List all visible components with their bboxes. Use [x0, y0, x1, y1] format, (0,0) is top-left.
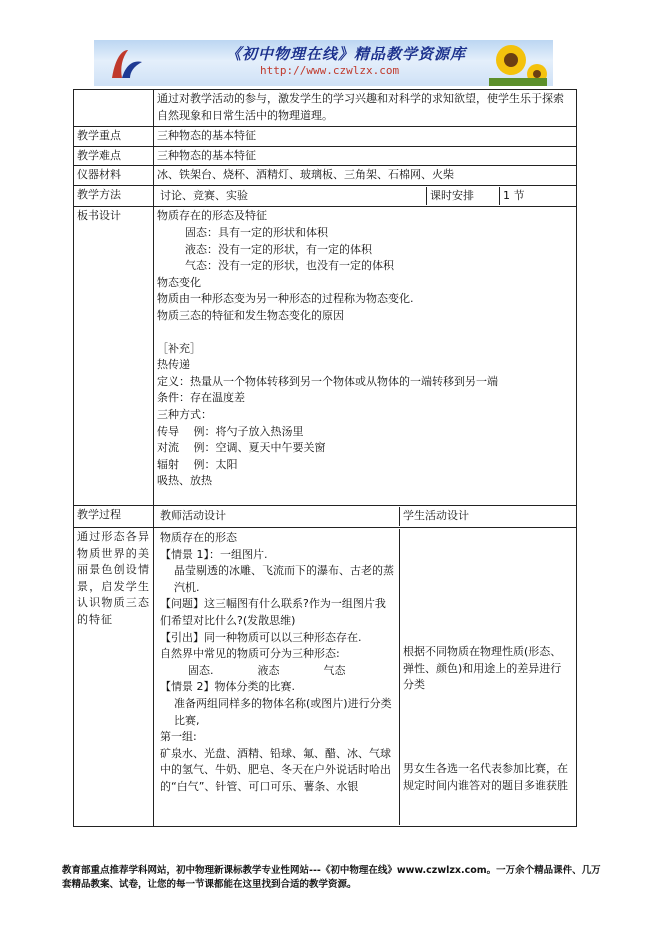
board-line: 物态变化 [157, 275, 201, 289]
teacher-line: 自然界中常见的物质可分为三种形态: [160, 647, 340, 661]
board-line: 物质由一种形态变为另一种形态的过程称为物态变化. [157, 292, 414, 306]
board-line: 三种方式： [157, 407, 212, 421]
teacher-header: 教师活动设计 [157, 507, 400, 526]
board-line: ［补充］ [157, 341, 201, 355]
board-line: 物质存在的形态及特征 [157, 209, 267, 223]
method-value: 讨论、竞赛、实验 [157, 187, 427, 206]
materials-label: 仪器材料 [74, 166, 154, 186]
teacher-activity [157, 529, 400, 825]
student-header: 学生活动设计 [403, 509, 469, 523]
teacher-line: 【问题】这三幅图有什么联系?作为一组图片我们希望对比什么?(发散思维) [160, 597, 386, 627]
stage-text: 通过形态各异物质世界的美丽景色创设情景，启发学生认识物质三态的特征 [74, 527, 154, 826]
board-content [154, 207, 577, 506]
board-line: 条件：存在温度差 [157, 391, 245, 405]
student-line: 根据不同物质在物理性质(形态、弹性、颜色)和用途上的差异进行分类 [403, 644, 562, 692]
method-row [154, 185, 577, 207]
hours-label: 课时安排 [427, 187, 500, 206]
teacher-line: 第一组: [160, 730, 197, 744]
board-line: 物质三态的特征和发生物态变化的原因 [157, 308, 344, 322]
materials-value: 冰、铁架台、烧杯、酒精灯、玻璃板、三角架、石棉网、火柴 [154, 166, 577, 186]
board-line: 定义：热量从一个物体转移到另一个物体或从物体的一端转移到另一端 [157, 374, 498, 388]
teacher-line: 晶莹剔透的冰雕、飞流而下的瀑布、古老的蒸汽机. [174, 564, 394, 594]
process-body-row [154, 527, 577, 826]
student-line: 男女生各选一名代表参加比赛，在规定时间内谁答对的题目多谁获胜 [403, 761, 568, 792]
goal-label-cell [74, 90, 154, 127]
goal-text: 通过对教学活动的参与，激发学生的学习兴趣和对科学的求知欲望，使学生乐于探索自然现象和日常生活中的物理道理。 [154, 90, 577, 127]
header-banner [94, 40, 553, 86]
teacher-line: 物质存在的形态 [160, 530, 237, 544]
teacher-line: 【情景 2】物体分类的比赛. [160, 680, 295, 694]
board-line: 气态：没有一定的形状，也没有一定的体积 [185, 259, 394, 273]
process-label: 教学过程 [74, 506, 154, 528]
sunflower-icon [489, 40, 547, 86]
difficult-value: 三种物态的基本特征 [154, 146, 577, 166]
site-logo-icon [106, 44, 146, 84]
difficult-label: 教学难点 [74, 146, 154, 166]
teacher-line: 矿泉水、光盘、酒精、铅球、氟、醋、冰、气球中的氢气、牛奶、肥皂、冬天在户外说话时哈出的“白气”、针管、可口可乐、薯条、水银 [160, 746, 391, 793]
board-line: 固态：具有一定的形状和体积 [185, 225, 328, 239]
banner-title: 《初中物理在线》精品教学资源库 [226, 45, 467, 63]
key-label: 教学重点 [74, 127, 154, 147]
board-line: 液态：没有一定的形状，有一定的体积 [185, 242, 372, 256]
method-label: 教学方法 [74, 185, 154, 207]
student-activity [400, 529, 573, 825]
teacher-line: 【情景 1】：一组图片. [160, 547, 268, 561]
board-label: 板书设计 [74, 207, 154, 506]
teacher-line: 固态. 液态 气态 [188, 663, 346, 677]
banner-url[interactable]: http://www.czwlzx.com [260, 64, 400, 77]
board-line: 吸热、放热 [157, 474, 212, 488]
board-line: 辐射 例：太阳 [157, 457, 238, 471]
hours-value: 1 节 [503, 188, 525, 202]
footer-note: 教育部重点推荐学科网站，初中物理新课标教学专业性网站---《初中物理在线》www.czwlzx.com。一万余个精品课件、几万套精品教案、试卷，让您的每一节课都能在这里找到合适的教学资源。 [62, 865, 601, 890]
process-header-row [154, 506, 577, 528]
lesson-plan-table [73, 89, 577, 827]
teacher-line: 准备两组同样多的物体名称(或图片)进行分类比赛, [174, 696, 392, 727]
board-line: 热传递 [157, 358, 190, 372]
board-line: 对流 例：空调、夏天中午要关窗 [157, 441, 326, 455]
teacher-line: 【引出】同一种物质可以以三种形态存在. [160, 630, 362, 644]
board-line: 传导 例：将勺子放入热汤里 [157, 424, 304, 438]
key-value: 三种物态的基本特征 [154, 127, 577, 147]
